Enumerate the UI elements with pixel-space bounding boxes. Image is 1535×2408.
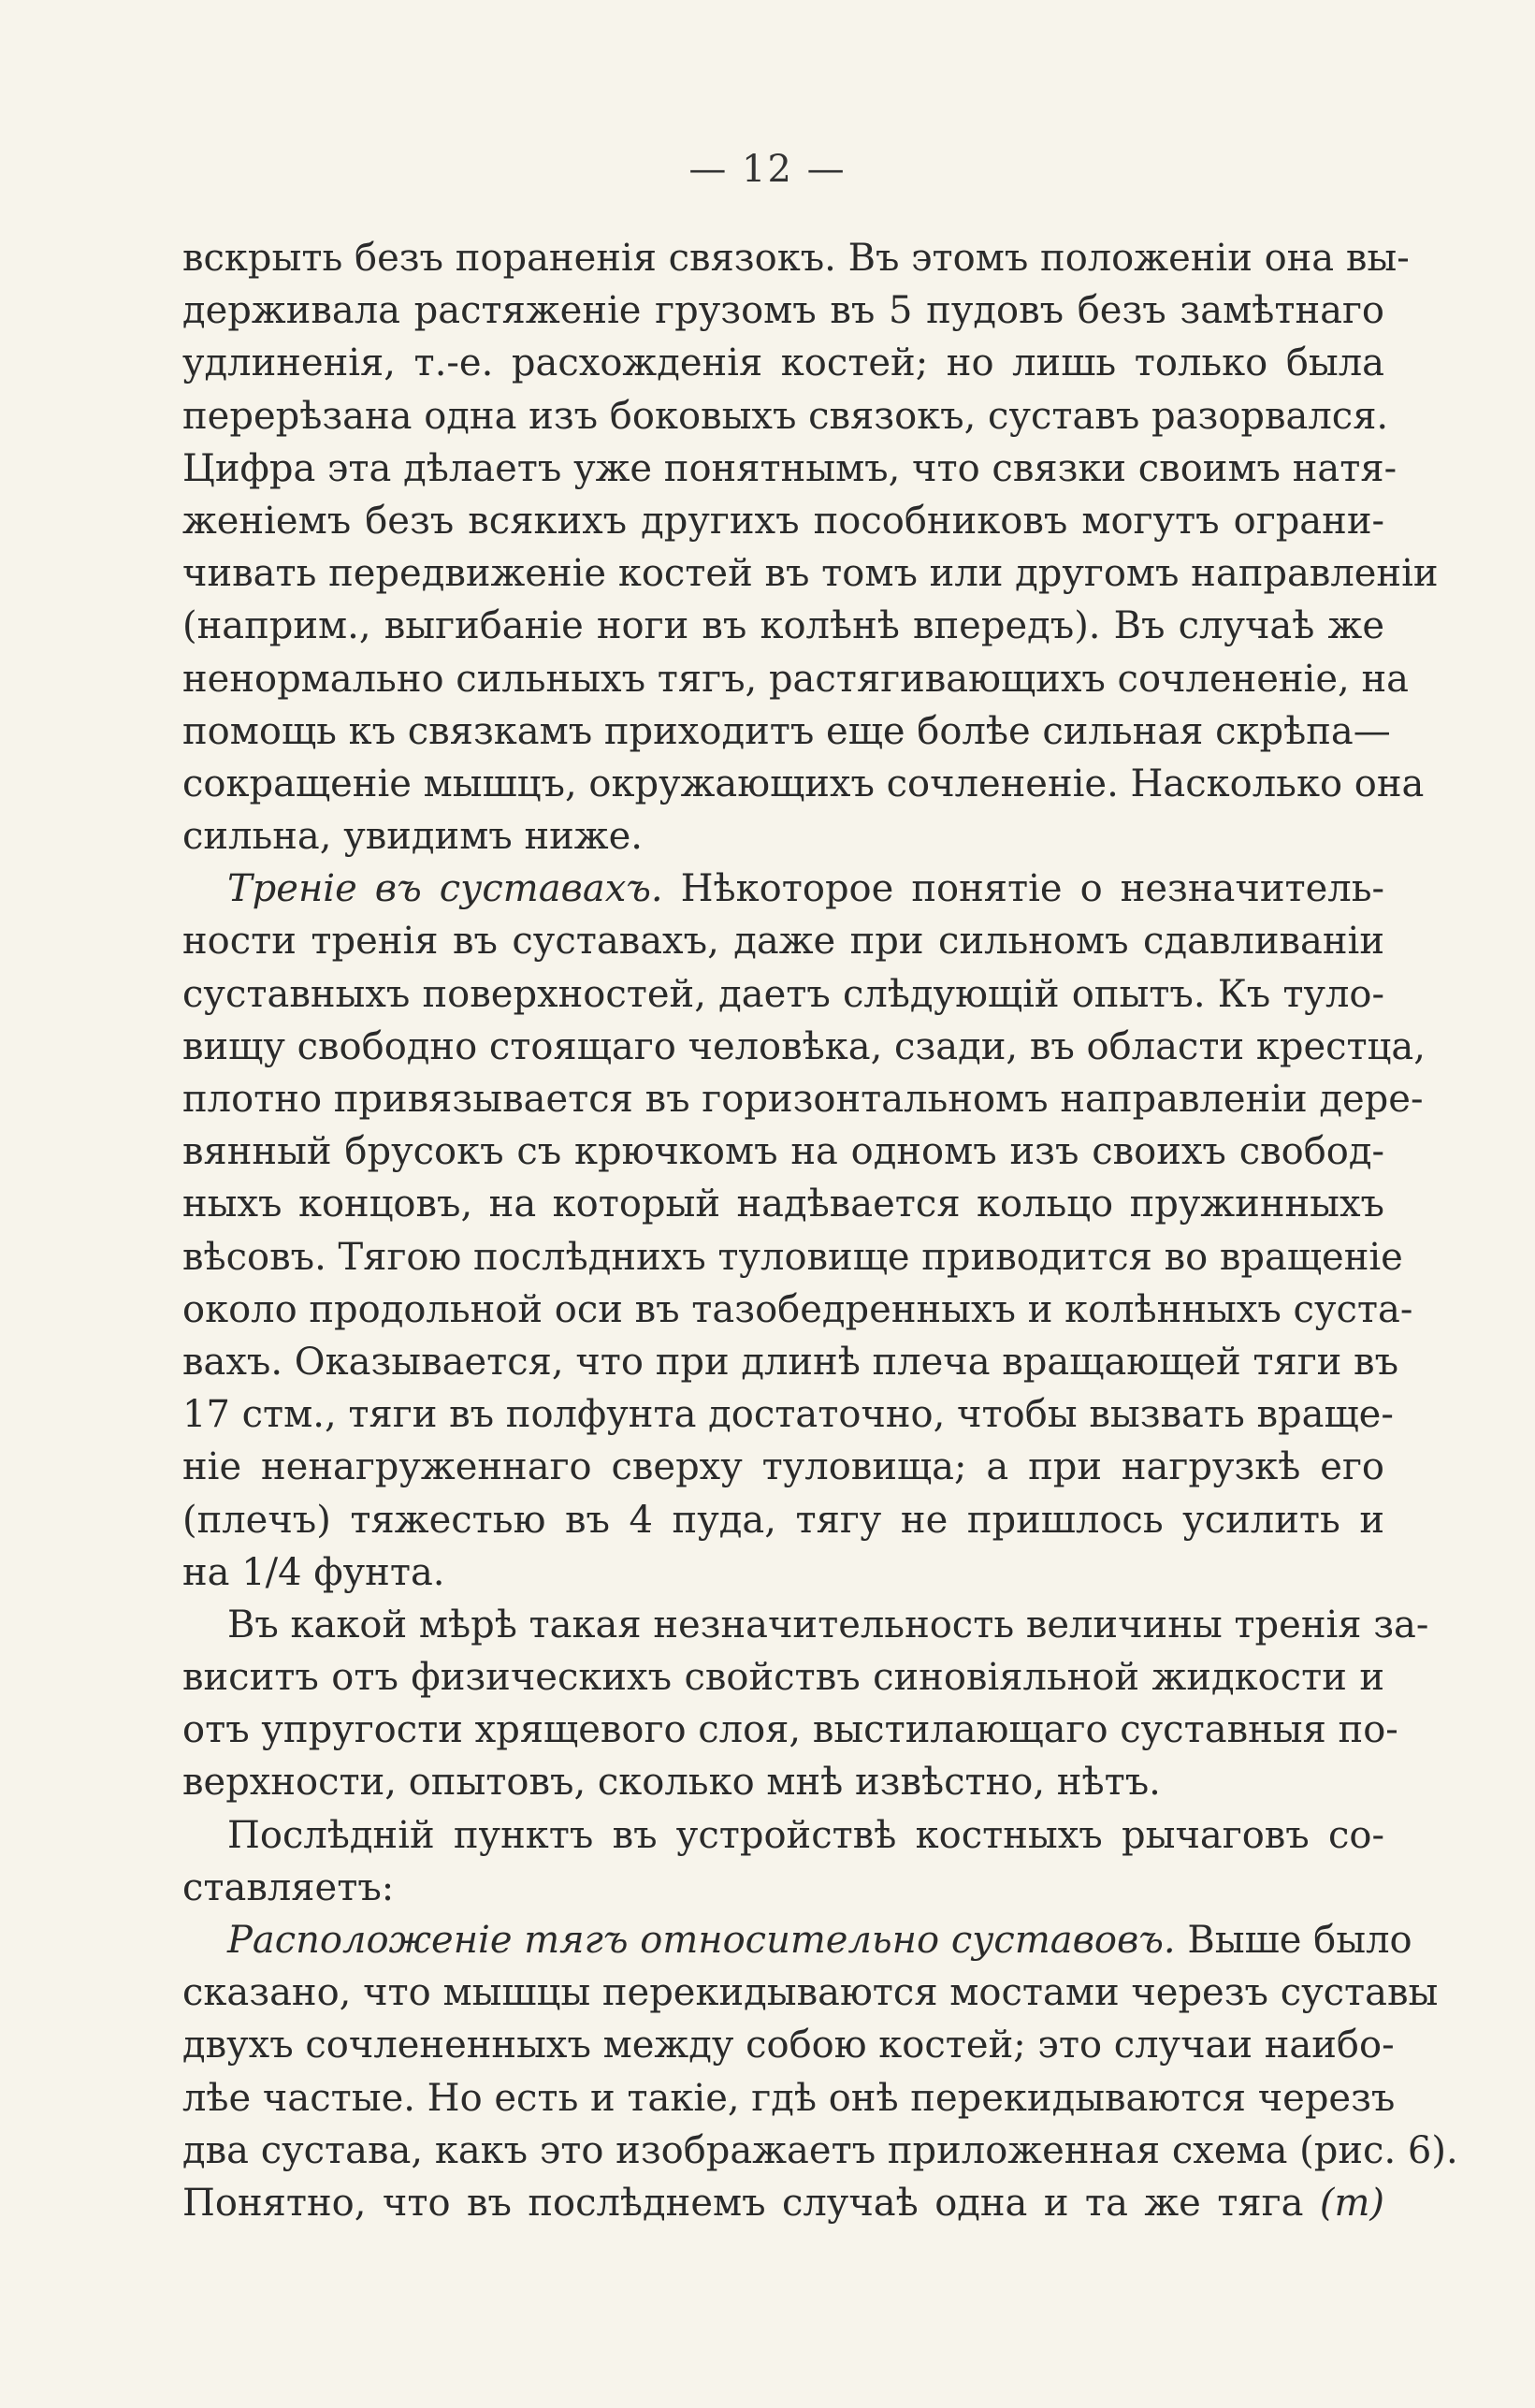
text-line: около продольной оси въ тазобедренныхъ и колѣнныхъ суста- — [182, 1287, 1413, 1331]
text-line: чивать передвиженіе костей въ томъ или другомъ направленіи — [182, 552, 1439, 596]
fraction-quarter: 1/4 — [241, 1550, 302, 1594]
text-line: сказано, что мышцы перекидываются мостами черезъ суставы — [182, 1971, 1439, 2015]
text-line: перерѣзана одна изъ боковыхъ связокъ, суставъ разорвался. — [182, 394, 1389, 438]
text-line: вахъ. Оказывается, что при длинѣ плеча вращающей тяги въ — [182, 1340, 1399, 1384]
text-line: Цифра эта дѣлаетъ уже понятнымъ, что связки своимъ натя- — [182, 446, 1397, 490]
text-line: женіемъ безъ всякихъ другихъ пособниковъ могутъ ограни- — [182, 499, 1384, 543]
text-line: удлиненія, т.-е. расхожденія костей; но лишь только была — [182, 341, 1384, 385]
variable-m: (m) — [1319, 2181, 1384, 2225]
text-line: вищу свободно стоящаго человѣка, сзади, въ области крестца, — [182, 1024, 1426, 1068]
text-line: ставляетъ: — [182, 1865, 395, 1909]
body-text — [182, 232, 1458, 2229]
text-line: помощь къ связкамъ приходитъ еще болѣе сильная скрѣпа— — [182, 709, 1391, 753]
section-heading-friction: Треніе въ суставахъ. — [227, 867, 663, 911]
text-run: фунта. — [301, 1550, 445, 1594]
text-line: ности тренія въ суставахъ, даже при сильномъ сдавливаніи — [182, 920, 1384, 964]
text-line — [182, 863, 1384, 915]
text-line: вскрыть безъ пораненія связокъ. Въ этомъ положеніи она вы- — [182, 237, 1410, 280]
text-line: Послѣдній пунктъ въ устройствѣ костныхъ рычаговъ со- — [227, 1813, 1384, 1857]
text-line — [182, 2177, 1384, 2229]
section-heading-muscle-placement: Расположеніе тягъ относительно суставовъ. — [227, 1919, 1176, 1962]
text-line: суставныхъ поверхностей, даетъ слѣдующій опытъ. Къ туло- — [182, 972, 1384, 1016]
text-line: виситъ отъ физическихъ свойствъ синовіяльной жидкости и — [182, 1656, 1384, 1700]
text-line: вянный брусокъ съ крючкомъ на одномъ изъ своихъ свобод- — [182, 1130, 1384, 1174]
text-line: двухъ сочлененныхъ между собою костей; это случаи наибо- — [182, 2024, 1395, 2067]
text-line: (плечъ) тяжестью въ 4 пуда, тягу не пришлось усилить и — [182, 1498, 1384, 1542]
text-line: сильна, увидимъ ниже. — [182, 815, 643, 859]
text-line: Въ какой мѣрѣ такая незначительность величины тренія за- — [227, 1603, 1429, 1646]
text-line: ныхъ концовъ, на который надѣвается кольцо пружинныхъ — [182, 1182, 1384, 1226]
text-run: на — [182, 1550, 230, 1594]
text-line: 17 стм., тяги въ полфунта достаточно, чтобы вызвать враще- — [182, 1393, 1394, 1437]
text-line: ненормально сильныхъ тягъ, растягивающихъ сочлененіе, на — [182, 657, 1409, 701]
text-line: плотно привязывается въ горизонтальномъ направленіи дере- — [182, 1078, 1424, 1121]
text-line: верхности, опытовъ, сколько мнѣ извѣстно, нѣтъ. — [182, 1761, 1161, 1805]
page-number: — 12 — — [688, 148, 847, 191]
text-run: Нѣкоторое понятіе о незначитель- — [662, 867, 1384, 911]
text-line: держивала растяженіе грузомъ въ 5 пудовъ безъ замѣтнаго — [182, 289, 1384, 333]
text-run: Понятно, что въ послѣднемъ случаѣ одна и та же тяга — [182, 2181, 1304, 2225]
text-line — [182, 1546, 1384, 1599]
text-line: два сустава, какъ это изображаетъ приложенная схема (рис. 6). — [182, 2128, 1458, 2172]
text-line: отъ упругости хрящевого слоя, выстилающаго суставныя по- — [182, 1708, 1398, 1752]
text-line: ніе ненагруженнаго сверху туловища; а при нагрузкѣ его — [182, 1445, 1384, 1489]
text-line: (наприм., выгибаніе ноги въ колѣнѣ впередъ). Въ случаѣ же — [182, 604, 1384, 648]
text-run: Выше было — [1175, 1919, 1412, 1962]
text-line: вѣсовъ. Тягою послѣднихъ туловище приводится во вращеніе — [182, 1235, 1403, 1279]
text-line — [182, 1914, 1412, 1966]
text-line: сокращеніе мышцъ, окружающихъ сочлененіе. Насколько она — [182, 762, 1425, 805]
text-line: лѣе частые. Но есть и такіе, гдѣ онѣ перекидываются черезъ — [182, 2076, 1396, 2120]
